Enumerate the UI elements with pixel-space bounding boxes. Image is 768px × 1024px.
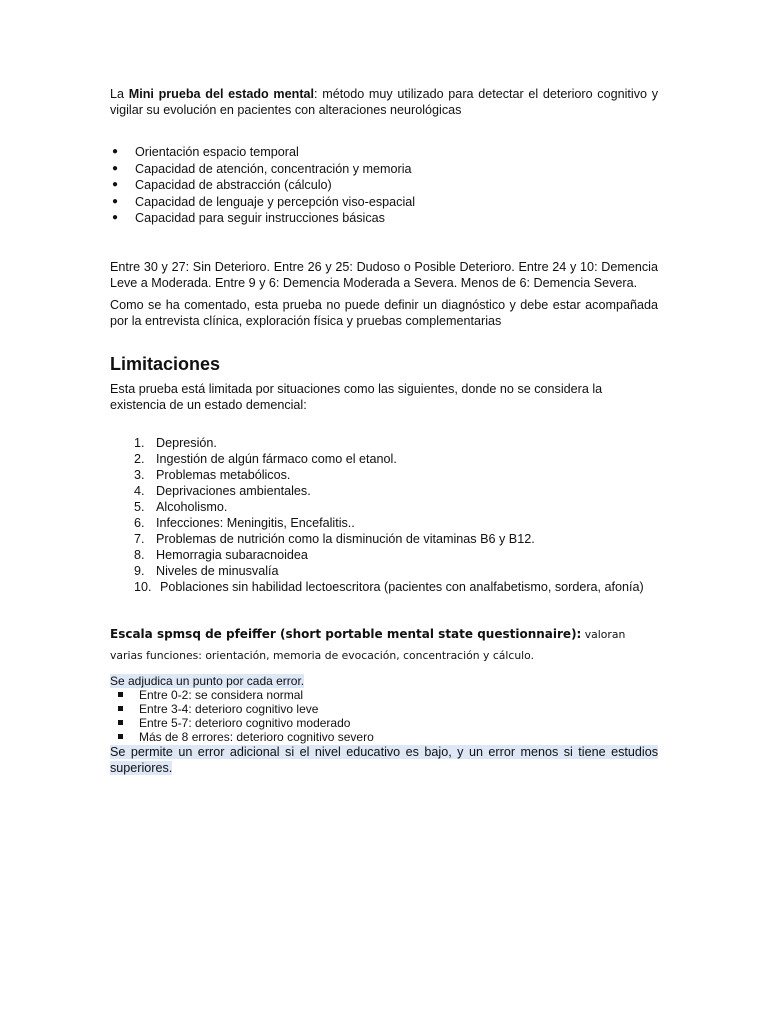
- list-item: [110, 210, 658, 227]
- list-item-text: Infecciones: Meningitis, Encefalitis..: [156, 515, 355, 530]
- limitations-list: [110, 435, 658, 595]
- list-number: 6.: [134, 515, 145, 530]
- list-number: 5.: [134, 499, 145, 514]
- list-item-text: Niveles de minusvalía: [156, 563, 279, 578]
- list-item-text: Poblaciones sin habilidad lectoescritora (pacientes con analfabetismo, sordera, afonía): [160, 579, 644, 594]
- list-item-text: Entre 3-4: deterioro cognitivo leve: [139, 701, 319, 716]
- list-item-text: Alcoholismo.: [156, 499, 228, 514]
- list-item: [110, 716, 658, 730]
- scoring-intro: [110, 674, 658, 688]
- bullet-icon: ●: [112, 195, 119, 207]
- square-bullet-icon: [118, 734, 123, 739]
- list-item: [110, 451, 658, 467]
- bullet-icon: ●: [112, 146, 119, 157]
- square-bullet-icon: [118, 692, 123, 697]
- intro-paragraph: [110, 86, 658, 118]
- bullet-icon: ●: [112, 162, 119, 174]
- list-item: [110, 435, 658, 451]
- list-item-text: Capacidad de atención, concentración y memoria: [135, 161, 412, 176]
- limitations-heading: Limitaciones: [110, 353, 221, 374]
- list-item: [110, 177, 658, 194]
- pfeiffer-description: valoran varias funciones: orientación, memoria de evocación, concentración y cálculo.: [110, 627, 626, 662]
- list-item: [110, 499, 658, 515]
- list-item-text: Problemas de nutrición como la disminución de vitaminas B6 y B12.: [156, 531, 535, 546]
- list-item-text: Problemas metabólicos.: [156, 467, 291, 482]
- intro-term: Mini prueba del estado mental: [128, 87, 315, 101]
- list-item: [110, 547, 658, 563]
- list-item-text: Entre 0-2: se considera normal: [139, 687, 304, 702]
- scores-paragraph: Entre 30 y 27: Sin Deterioro. Entre 26 y 25: Dudoso o Posible Deterioro. Entre 24 y 10: Demencia Leve a Moderada. Entre 9 y 6: Demencia Moderada a Severa. Menos de 6: Demencia Severa.: [110, 259, 658, 290]
- list-number: 8.: [134, 547, 145, 562]
- list-item: [110, 467, 658, 483]
- pfeiffer-note-paragraph: [110, 744, 658, 776]
- list-item-text: Deprivaciones ambientales.: [156, 483, 311, 498]
- list-number: 9.: [134, 563, 145, 578]
- pfeiffer-title: Escala spmsq de pfeiffer (short portable mental state questionnaire):: [110, 626, 582, 641]
- list-item: [110, 730, 658, 744]
- comment-paragraph: Como se ha comentado, esta prueba no puede definir un diagnóstico y debe estar acompañada por la entrevista clínica, exploración física y pruebas complementarias: [110, 297, 658, 328]
- intro-prefix: La: [110, 87, 129, 101]
- list-item-text: Capacidad para seguir instrucciones básicas: [135, 211, 385, 226]
- abilities-list: [110, 144, 658, 227]
- square-bullet-icon: [118, 706, 123, 711]
- list-item: [110, 563, 658, 579]
- list-item: [110, 579, 658, 595]
- list-item: [110, 531, 658, 547]
- list-item: [110, 515, 658, 531]
- list-item-text: Hemorragia subaracnoidea: [156, 547, 308, 562]
- list-number: 7.: [134, 531, 145, 546]
- list-item: [110, 483, 658, 499]
- bullet-icon: ●: [112, 212, 119, 224]
- highlighted-text: Se adjudica un punto por cada error.: [110, 673, 305, 688]
- pfeiffer-ranges-list: [110, 688, 658, 744]
- list-item-text: Más de 8 errores: deterioro cognitivo severo: [139, 729, 374, 744]
- list-number: 1.: [134, 435, 145, 450]
- limitations-intro: Esta prueba está limitada por situaciones como las siguientes, donde no se considera la existencia de un estado demencial:: [110, 381, 603, 412]
- list-item-text: Capacidad de abstracción (cálculo): [135, 178, 332, 193]
- list-item: [110, 688, 658, 702]
- document-page: [110, 86, 658, 776]
- list-number: 4.: [134, 483, 145, 498]
- list-item-text: Capacidad de lenguaje y percepción viso-espacial: [135, 194, 416, 209]
- list-item: [110, 144, 658, 161]
- list-item-text: Orientación espacio temporal: [135, 145, 299, 159]
- square-bullet-icon: [118, 720, 123, 725]
- pfeiffer-paragraph: [110, 623, 658, 665]
- list-item-text: Ingestión de algún fármaco como el etanol.: [156, 451, 397, 466]
- bullet-icon: ●: [112, 179, 119, 191]
- list-item-text: Entre 5-7: deterioro cognitivo moderado: [139, 715, 351, 730]
- list-item: [110, 702, 658, 716]
- list-item: [110, 161, 658, 178]
- intro-rest: : método muy utilizado para detectar el deterioro cognitivo y vigilar su evolución en pacientes con alteraciones neurológicas: [110, 87, 658, 117]
- list-number: 2.: [134, 451, 145, 466]
- list-number: 10.: [134, 579, 152, 594]
- pfeiffer-scoring: [110, 674, 658, 776]
- list-item-text: Depresión.: [156, 435, 217, 450]
- pfeiffer-section: [110, 623, 658, 665]
- highlighted-text: Se permite un error adicional si el nivel educativo es bajo, y un error menos si tiene estudios superiores.: [110, 744, 658, 775]
- list-number: 3.: [134, 467, 145, 482]
- list-item: [110, 194, 658, 211]
